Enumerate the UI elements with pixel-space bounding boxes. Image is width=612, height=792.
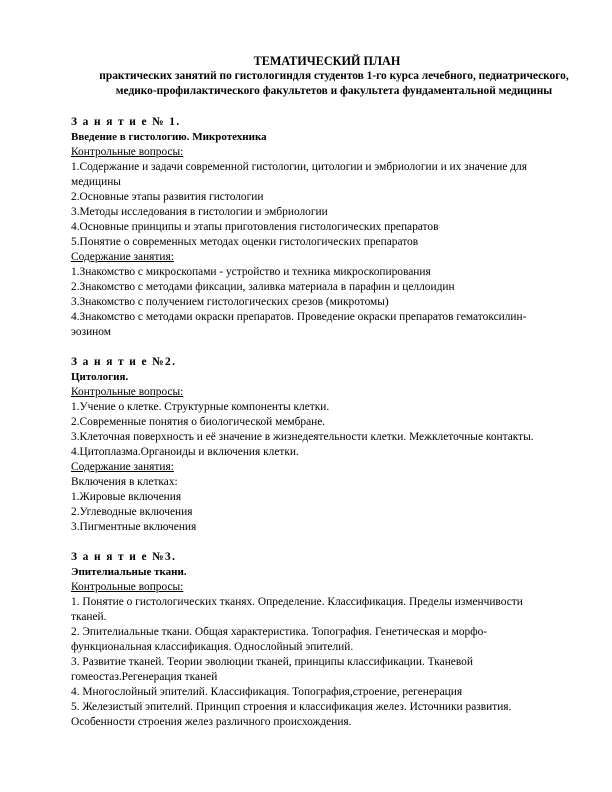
content-item: 2.Углеводные включения	[71, 506, 193, 518]
question-item: 1.Содержание и задачи современной гистологии, цитологии и эмбриологии и их значение для медицины	[71, 161, 527, 188]
question-item: 3.Методы исследования в гистологии и эмбриологии	[71, 206, 328, 218]
lesson-title: Эпителиальные ткани.	[71, 566, 187, 578]
section-gap	[71, 340, 551, 355]
question-item: 2.Основные этапы развития гистологии	[71, 191, 264, 203]
content-label: Содержание занятия:	[71, 251, 174, 263]
question-item: 1.Учение о клетке. Структурные компоненты клетки.	[71, 401, 330, 413]
content-item: 2.Знакомство с методами фиксации, заливка материала в парафин и целлоидин	[71, 281, 455, 293]
question-item: 3.Клеточная поверхность и её значение в жизнедеятельности клетки. Межклеточные контакты.	[71, 431, 534, 443]
lesson-2	[71, 355, 551, 535]
section-gap	[71, 535, 551, 550]
question-item: 5. Железистый эпителий. Принцип строения и классификация желез. Источники развития. Особенности строения желез различного происхождения.	[71, 701, 512, 728]
document-subtitle: практических занятий по гистологиндля студентов 1-го курса лечебного, педиатрического, медико-профилактического факультетов и факультета фундаментальной медицины	[99, 70, 569, 97]
content-item: 3.Пигментные включения	[71, 521, 197, 533]
question-item: 2.Современные понятия о биологической мембране.	[71, 416, 326, 428]
questions-label: Контрольные вопросы:	[71, 146, 184, 158]
content-item: Включения в клетках:	[71, 476, 178, 488]
content-item: 4.Знакомство с методами окраски препаратов. Проведение окраски препаратов гематоксилин-эозином	[71, 311, 527, 338]
lesson-title: Введение в гистологию. Микротехника	[71, 131, 267, 143]
lesson-heading: З а н я т и е № 1.	[71, 116, 181, 128]
content-item: 1.Жировые включения	[71, 491, 182, 503]
content-item: 1.Знакомство с микроскопами - устройство и техника микроскопирования	[71, 266, 431, 278]
document-title: ТЕМАТИЧЕСКИЙ ПЛАН	[253, 54, 401, 68]
question-item: 4.Цитоплазма.Органоиды и включения клетки.	[71, 446, 299, 458]
questions-label: Контрольные вопросы:	[71, 386, 184, 398]
content-item: 3.Знакомство с получением гистологических срезов (микротомы)	[71, 296, 389, 308]
question-item: 2. Эпителиальные ткани. Общая характеристика. Топография. Генетическая и морфо-функциональная классификация. Однослойный эпителий.	[71, 626, 488, 653]
document-body	[71, 115, 551, 730]
content-label: Содержание занятия:	[71, 461, 174, 473]
lesson-3	[71, 550, 551, 730]
lesson-heading: З а н я т и е №3.	[71, 551, 177, 563]
question-item: 5.Понятие о современных методах оценки гистологических препаратов	[71, 236, 419, 248]
question-item: 3. Развитие тканей. Теории эволюции тканей, принципы классификации. Тканевой гомеостаз.Регенерация тканей	[71, 656, 473, 683]
document-header	[72, 54, 582, 99]
question-item: 1. Понятие о гистологических тканях. Определение. Классификация. Пределы изменчивости тканей.	[71, 596, 523, 623]
question-item: 4.Основные принципы и этапы приготовления гистологических препаратов	[71, 221, 439, 233]
lesson-1	[71, 115, 551, 340]
lesson-heading: З а н я т и е №2.	[71, 356, 177, 368]
question-item: 4. Многослойный эпителий. Классификация. Топография,строение, регенерация	[71, 686, 463, 698]
questions-label: Контрольные вопросы:	[71, 581, 184, 593]
lesson-title: Цитология.	[71, 371, 129, 383]
